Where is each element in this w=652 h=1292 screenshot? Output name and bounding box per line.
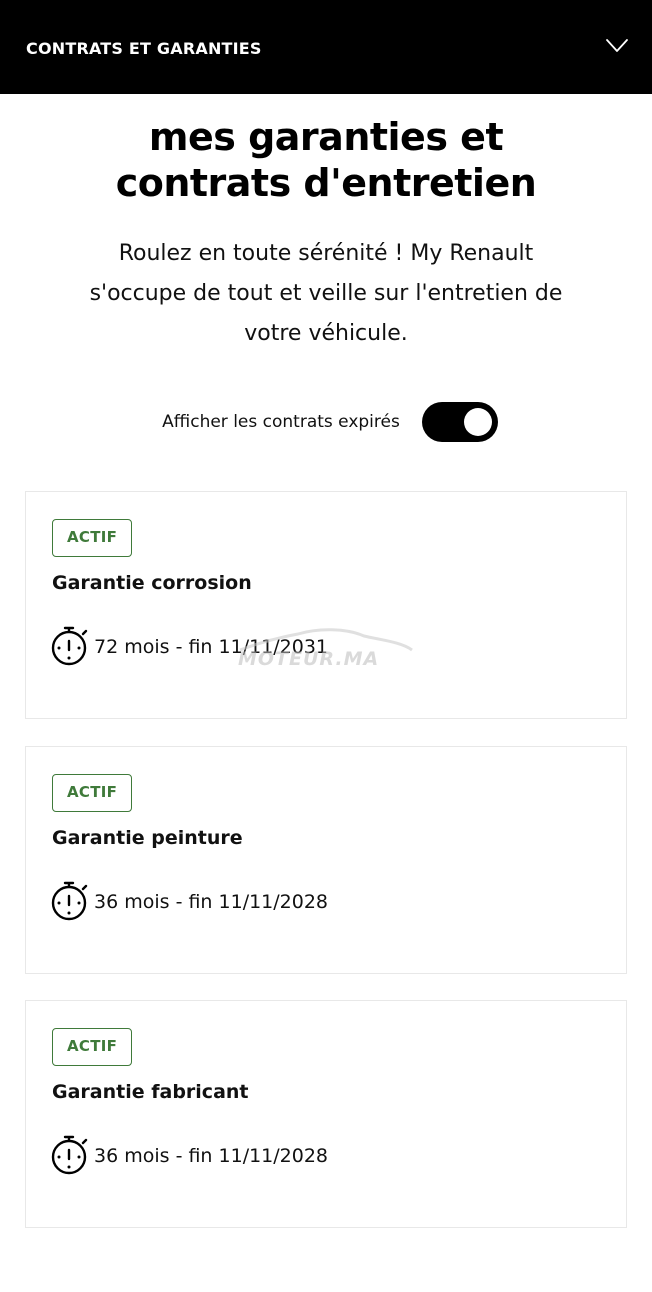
show-expired-toggle[interactable] [422, 402, 498, 442]
status-badge: ACTIF [52, 519, 132, 557]
toggle-knob [464, 408, 492, 436]
page-title [0, 114, 652, 206]
show-expired-row [0, 400, 652, 444]
contract-card [25, 491, 627, 719]
contract-title: Garantie fabricant [52, 1081, 249, 1103]
contract-title: Garantie corrosion [52, 572, 252, 594]
contract-card [25, 746, 627, 974]
contract-duration: 36 mois - fin 11/11/2028 [94, 1145, 329, 1167]
chevron-down-icon[interactable] [606, 39, 628, 53]
section-title: CONTRATS ET GARANTIES [26, 38, 262, 58]
watermark-text: MOTEUR.MA [238, 648, 380, 670]
intro-line-1: Roulez en toute sérénité ! My Renault [118, 241, 534, 266]
page-title-line-1: mes garanties et [148, 115, 504, 159]
status-badge: ACTIF [52, 774, 132, 812]
intro-line-3: votre véhicule. [244, 321, 408, 346]
stopwatch-icon [50, 624, 92, 668]
contract-duration-row [50, 879, 328, 923]
intro-line-2: s'occupe de tout et veille sur l'entretien de [89, 281, 563, 306]
contract-duration: 36 mois - fin 11/11/2028 [94, 891, 329, 913]
contract-duration-row [50, 624, 328, 668]
page-title-line-2: contrats d'entretien [115, 161, 537, 205]
contract-title: Garantie peinture [52, 827, 243, 849]
stopwatch-icon [50, 1133, 92, 1177]
show-expired-label: Afficher les contrats expirés [162, 412, 400, 432]
stopwatch-icon [50, 879, 92, 923]
contract-duration: 72 mois - fin 11/11/2031 [94, 636, 329, 658]
intro-text [30, 234, 622, 354]
contract-card [25, 1000, 627, 1228]
status-badge: ACTIF [52, 1028, 132, 1066]
section-header[interactable] [0, 0, 652, 94]
contract-duration-row [50, 1133, 328, 1177]
